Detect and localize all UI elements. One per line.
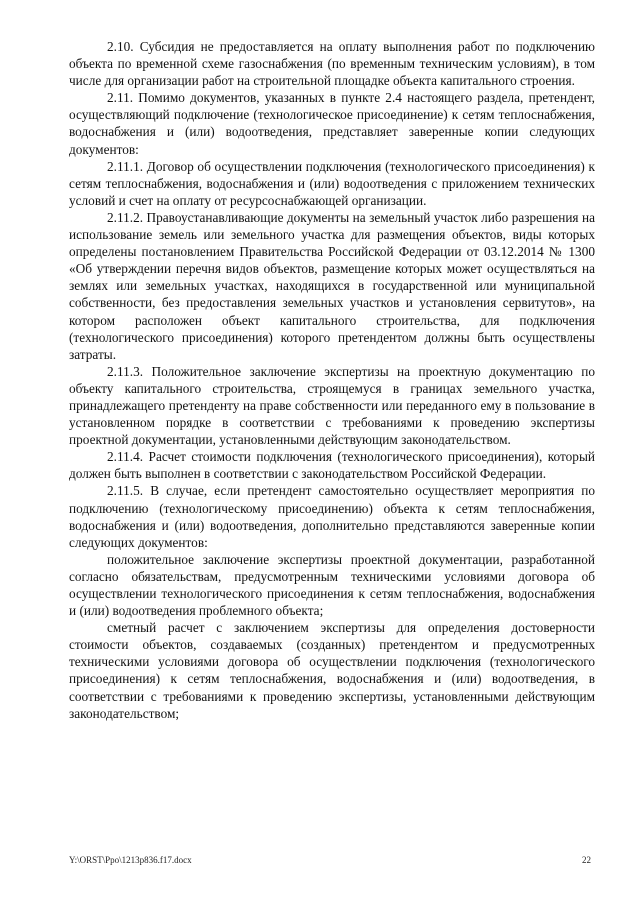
- paragraph-expertise-conclusion: положительное заключение экспертизы проектной документации, разработанной согласно обязательствам, предусмотренным техническими условиями договора об осуществлении технологического присоединения к сетям теплоснабжения, водоснабжения и (или) водоотведения проблемного объекта;: [69, 551, 595, 619]
- paragraph-2-11-1: 2.11.1. Договор об осуществлении подключения (технологического присоединения) к сетям теплоснабжения, водоснабжения и (или) водоотведения с приложением технических условий и счет на оплату от ресурсоснабжающей организации.: [69, 158, 595, 208]
- document-body: [69, 38, 595, 722]
- paragraph-2-11-4: 2.11.4. Расчет стоимости подключения (технологического присоединения), который должен быть выполнен в соответствии с законодательством Российской Федерации.: [69, 449, 595, 482]
- paragraph-2-10: 2.10. Субсидия не предоставляется на оплату выполнения работ по подключению объекта по временной схеме газоснабжения (по временным техническим условиям), в том числе для организации работ на строительной площадке объекта капитального строения.: [69, 39, 595, 89]
- paragraph-2-11-3: 2.11.3. Положительное заключение экспертизы на проектную документацию по объекту капитального строительства, строящемуся в границах земельного участка, принадлежащего претенденту на праве собственности или переданного ему в пользование в установленном порядке в соответствии с требованиями к проведению экспертизы проектной документации, установленными действующим законодательством.: [69, 363, 595, 448]
- paragraph-estimate: сметный расчет с заключением экспертизы для определения достоверности стоимости объектов, создаваемых (созданных) претендентом и предусмотренных техническими условиями договора об осуществлении подключения (технологического присоединения) к сетям теплоснабжения, водоснабжения и (или) водоотведения, в соответствии с требованиями к проведению экспертизы, установленными действующим законодательством;: [69, 620, 595, 721]
- paragraph-2-11: 2.11. Помимо документов, указанных в пункте 2.4 настоящего раздела, претендент, осуществляющий подключение (технологическое присоединение) к сетям теплоснабжения, водоснабжения и (или) водоотведения, представляет заверенные копии следующих документов:: [69, 90, 595, 157]
- paragraph-2-11-5: 2.11.5. В случае, если претендент самостоятельно осуществляет мероприятия по подключению (технологическому присоединению) объекта к сетям теплоснабжения, водоснабжения и (или) водоотведения, дополнительно представляются заверенные копии следующих документов:: [69, 483, 595, 550]
- footer-file-path: Y:\ORST\Ppo\1213p836.f17.docx: [69, 855, 192, 865]
- page-number: 22: [582, 855, 591, 865]
- paragraph-2-11-2: 2.11.2. Правоустанавливающие документы на земельный участок либо разрешения на использование земель или земельного участка для размещения объектов, виды которых определены постановлением Правительства Российской Федерации от 03.12.2014 № 1300 «Об утверждении перечня видов объектов, размещение которых может осуществляться на землях или земельных участках, находящихся в государственной или муниципальной собственности, без предоставления земельных участков и установления сервитутов», на котором расположен объект капитального строительства, для подключения (технологического присоединения) которого претендентом должны быть осуществлены затраты.: [69, 209, 595, 362]
